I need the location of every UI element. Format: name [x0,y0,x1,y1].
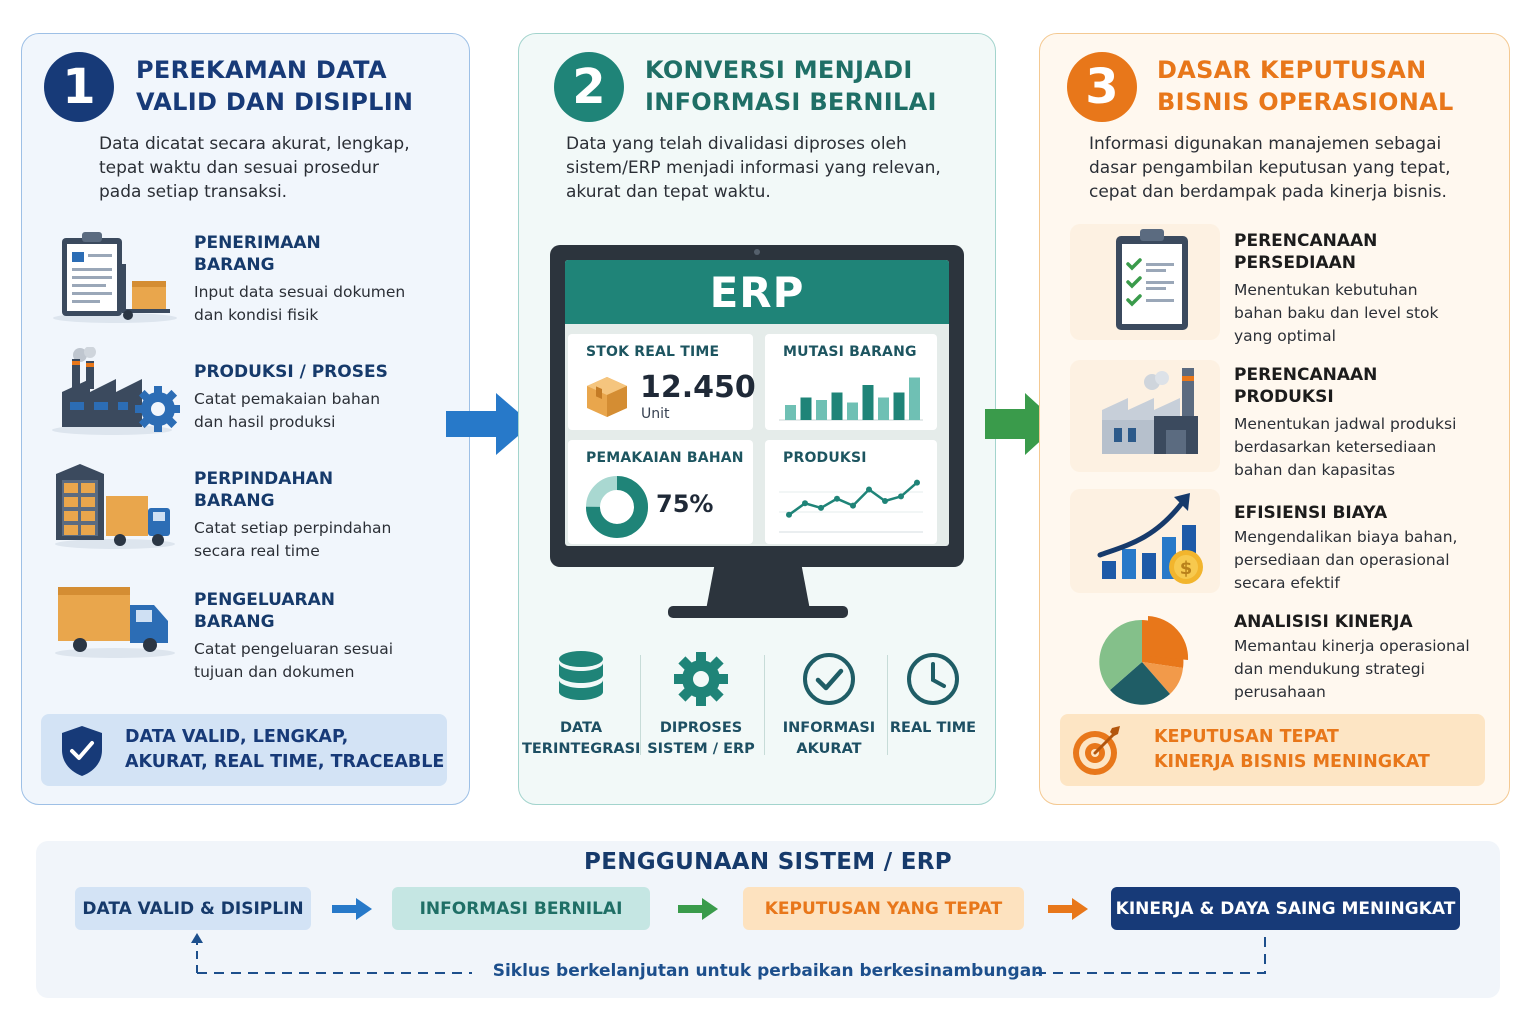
feature-label: AKURAT [796,741,862,757]
item-desc: dan kondisi fisik [194,306,319,324]
item-title: BARANG [194,255,275,275]
card-title: STOK REAL TIME [586,344,720,360]
item-title: PERENCANAAN [1234,231,1378,251]
list-item [194,468,391,563]
produksi-point [786,512,792,518]
produksi-point [882,498,888,504]
panel-title [645,54,937,118]
pemakaian-donut-chart [582,472,652,542]
produksi-point [802,500,808,506]
feature-data-terintegrasi [522,650,640,760]
desc-line: pada setiap transaksi. [99,182,288,202]
flow-step-keputusan: KEPUTUSAN YANG TEPAT [743,887,1024,930]
erp-monitor [550,245,964,567]
panel-title-line1: DASAR KEPUTUSAN [1157,56,1427,84]
card-title: MUTASI BARANG [783,344,917,360]
item-desc: tujuan dan dokumen [194,663,355,681]
feature-label: DATA [559,720,603,736]
desc-line: sistem/ERP menjadi informasi yang relevan, [566,158,941,178]
pie-chart-icon [1070,612,1220,708]
mutasi-bar-chart [765,334,937,430]
list-item [1234,611,1470,704]
item-desc: Catat pengeluaran sesuai [194,640,394,658]
item-desc: secara efektif [1234,574,1340,592]
panel-business-decision [1039,33,1510,805]
mutasi-bar [847,403,858,421]
shield-check-icon [59,724,105,782]
feature-label: INFORMASI [782,720,876,736]
erp-usage-flow [36,841,1500,998]
check-circle-icon [770,650,888,712]
list-item [194,361,388,434]
monitor-base [668,606,848,618]
item-title: BARANG [194,612,275,632]
banner-line: DATA VALID, LENGKAP, [125,727,349,747]
step-number-3: 3 [1067,52,1137,122]
panel-description [1089,132,1451,204]
panel-title-line2: BISNIS OPERASIONAL [1157,88,1454,116]
panel-title-line1: KONVERSI MENJADI [645,56,913,84]
desc-line: tepat waktu dan sesuai prosedur [99,158,379,178]
list-item [194,232,405,327]
item-desc: Catat pemakaian bahan [194,390,381,408]
item-desc: bahan dan kapasitas [1234,461,1396,479]
arrow-right-icon [332,898,372,924]
panel-title [1157,54,1454,118]
arrow-right-icon [1048,898,1088,924]
mutasi-bar [894,393,905,421]
banner-line: KEPUTUSAN TEPAT [1154,727,1339,747]
stock-value: 12.450 [640,370,756,405]
erp-title: ERP [565,260,949,324]
clock-icon [883,650,983,712]
warehouse-truck-icon [50,460,180,554]
panel-description [566,132,941,204]
item-title: PERSEDIAAN [1234,253,1356,273]
desc-line: cepat dan berdampak pada kinerja bisnis. [1089,182,1447,202]
item-desc: secara real time [194,542,320,560]
feature-label: TERINTEGRASI [522,741,641,757]
desc-line: dasar pengambilan keputusan yang tepat, [1089,158,1451,178]
item-desc: Menentukan kebutuhan [1234,281,1418,299]
item-desc: persediaan dan operasional [1234,551,1450,569]
produksi-point [818,505,824,511]
panel-data-recording [21,33,470,805]
panel-title [136,54,413,118]
item-desc: Input data sesuai dokumen [194,283,406,301]
desc-line: Data yang telah divalidasi diproses oleh [566,134,907,154]
feature-real-time [883,650,983,739]
produksi-point [834,496,840,502]
mutasi-bar [832,393,843,421]
divider [640,655,641,755]
desc-line: Data dicatat secara akurat, lengkap, [99,134,410,154]
database-icon [522,650,640,712]
monitor-neck [706,566,810,610]
feature-diproses [642,650,760,760]
item-desc: perusahaan [1234,683,1326,701]
item-desc: yang optimal [1234,327,1336,345]
produksi-point [866,487,872,493]
feature-informasi-akurat [770,650,888,760]
item-desc: Mengendalikan biaya bahan, [1234,528,1458,546]
svg-text:$: $ [1179,558,1193,579]
step-number-2: 2 [554,52,624,122]
feature-label: DIPROSES [659,720,743,736]
card-pemakaian-bahan [568,440,753,544]
panel-title-line1: PEREKAMAN DATA [136,56,387,84]
panel-title-line2: INFORMASI BERNILAI [645,88,937,116]
item-title: PERPINDAHAN [194,469,334,489]
flow-title: PENGGUNAAN SISTEM / ERP [584,849,952,875]
item-title: PRODUKSI [1234,387,1334,407]
cycle-caption: Siklus berkelanjutan untuk perbaikan berkesinambungan [492,961,1044,981]
flow-step-informasi: INFORMASI BERNILAI [392,887,650,930]
produksi-point [898,493,904,499]
gear-icon [642,650,760,712]
item-desc: bahan baku dan level stok [1234,304,1439,322]
item-title: BARANG [194,491,275,511]
feature-label: REAL TIME [889,720,977,736]
target-icon [1070,724,1124,782]
mutasi-bar [878,398,889,421]
item-title: ANALISISI KINERJA [1234,612,1413,632]
panel-description [99,132,410,204]
desc-line: Informasi digunakan manajemen sebagai [1089,134,1442,154]
item-title: PERENCANAAN [1234,365,1378,385]
list-item [1234,364,1456,482]
card-title: PRODUKSI [783,450,867,466]
pemakaian-percent: 75% [656,490,714,518]
item-title: PENERIMAAN [194,233,321,253]
summary-banner [1060,714,1485,786]
flow-step-kinerja: KINERJA & DAYA SAING MENINGKAT [1111,887,1460,930]
feature-label: SISTEM / ERP [647,741,755,757]
mutasi-bar [785,405,796,420]
item-desc: berdasarkan ketersediaan [1234,438,1437,456]
banner-line: KINERJA BISNIS MENINGKAT [1154,752,1430,772]
step-number-1: 1 [44,52,114,122]
produksi-line-chart [765,440,937,544]
item-desc: Menentukan jadwal produksi [1234,415,1457,433]
produksi-point [850,503,856,509]
item-title: EFISIENSI BIAYA [1234,503,1388,523]
summary-banner [41,714,447,786]
list-item [1234,502,1458,595]
banner-line: AKURAT, REAL TIME, TRACEABLE [125,752,445,772]
item-desc: dan mendukung strategi [1234,660,1425,678]
clipboard-dolly-icon [50,226,180,330]
item-title: PRODUKSI / PROSES [194,362,388,382]
card-mutasi-barang [765,334,937,430]
mutasi-bar [801,398,812,421]
delivery-truck-icon [50,579,180,663]
flow-step-data-valid: DATA VALID & DISIPLIN [75,887,311,930]
item-desc: dan hasil produksi [194,413,336,431]
factory-gear-icon [50,347,180,441]
card-produksi [765,440,937,544]
checklist-icon [1070,224,1220,340]
produksi-line [789,483,917,515]
item-title: PENGELUARAN [194,590,336,610]
list-item [1234,230,1438,348]
growth-chart-coin-icon [1070,489,1220,593]
desc-line: akurat dan tepat waktu. [566,182,771,202]
divider [764,655,765,755]
list-item [194,589,393,684]
erp-dashboard [565,260,949,546]
mutasi-bar [863,385,874,420]
item-desc: Catat setiap perpindahan [194,519,392,537]
box-icon [584,374,630,424]
camera-dot [754,249,760,255]
produksi-point [914,480,920,486]
mutasi-bar [909,378,920,421]
card-stok-real-time [568,334,756,430]
factory-icon [1070,360,1220,472]
arrow-right-icon [678,898,718,924]
card-title: PEMAKAIAN BAHAN [586,450,744,466]
stock-unit: Unit [641,406,670,422]
mutasi-bar [816,400,827,420]
panel-title-line2: VALID DAN DISIPLIN [136,88,414,116]
item-desc: Memantau kinerja operasional [1234,637,1470,655]
